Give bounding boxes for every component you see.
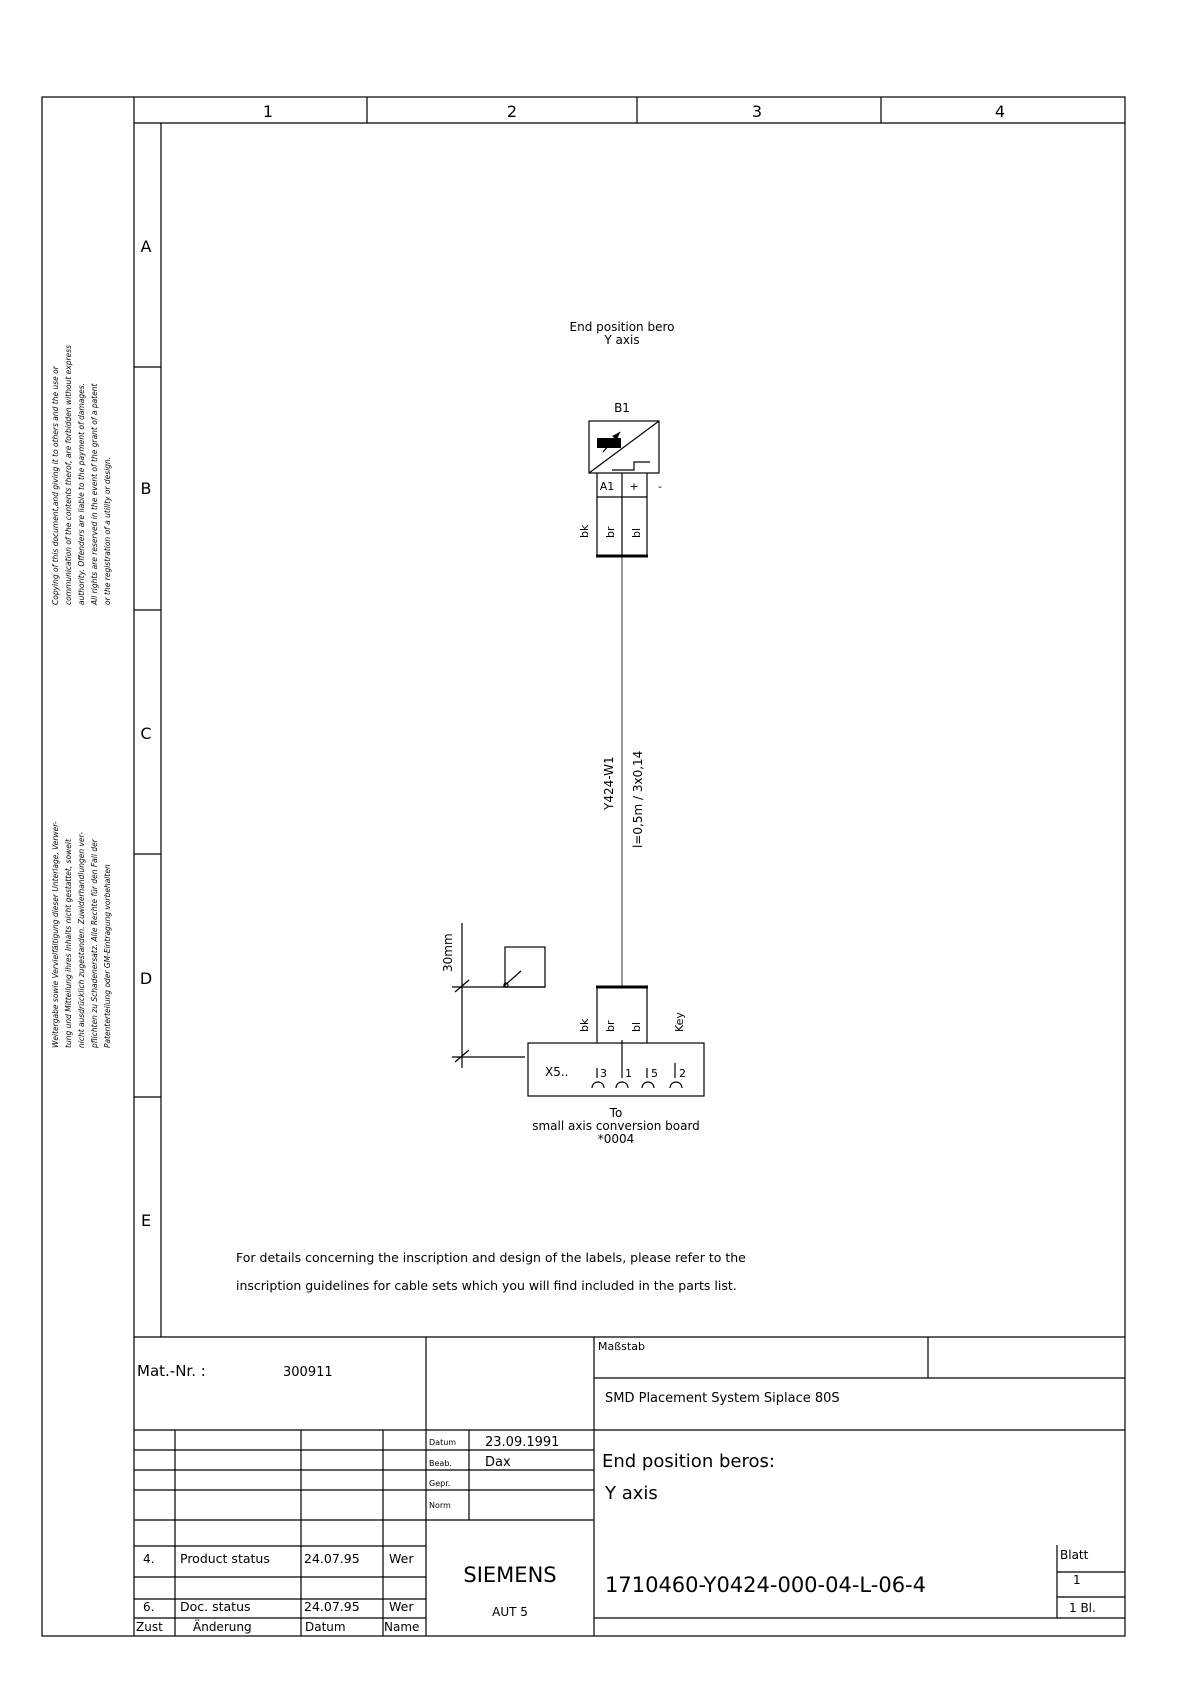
svg-text:authority. Offenders are liabl: authority. Offenders are liable to the payment of damages. xyxy=(77,382,86,605)
company-name: SIEMENS xyxy=(463,1563,557,1587)
cable-id: Y424-W1 xyxy=(602,756,616,810)
material-number-label: Mat.-Nr. : xyxy=(137,1362,206,1380)
drawing-subtitle: Y axis xyxy=(605,1483,658,1504)
column-label-3: 3 xyxy=(751,102,763,121)
beab-label: Beab. xyxy=(429,1459,452,1468)
revision-4-zust: 4. xyxy=(143,1552,155,1566)
svg-text:Copying of this document,and g: Copying of this document,and giving it to others and the use or xyxy=(51,366,60,605)
destination-board: small axis conversion board xyxy=(532,1119,700,1133)
column-label-1: 1 xyxy=(262,102,274,121)
drawing-title: End position beros: xyxy=(602,1451,775,1472)
sheet-number: 1 xyxy=(1073,1573,1081,1587)
revision-6-change: Doc. status xyxy=(180,1599,251,1614)
row-label-b: B xyxy=(140,479,152,498)
department: AUT 5 xyxy=(492,1605,528,1619)
wire-color-br-bottom: br xyxy=(604,1020,617,1032)
diagram-subheading: Y axis xyxy=(604,333,640,347)
material-number-value: 300911 xyxy=(283,1365,333,1380)
pin-label-a1: A1 xyxy=(599,480,615,493)
proximity-sensor-symbol xyxy=(589,421,659,473)
drawing-number: 1710460-Y0424-000-04-L-06-4 xyxy=(605,1573,926,1597)
revision-4-name: Wer xyxy=(389,1551,414,1566)
destination-label: To xyxy=(609,1106,623,1120)
pin-label-plus: + xyxy=(629,480,639,493)
revision-4-change: Product status xyxy=(180,1551,270,1566)
svg-text:pflichten zu Schadenersatz. Al: pflichten zu Schadenersatz. Alle Rechte für den Fall der xyxy=(90,839,99,1048)
beab-value: Dax xyxy=(485,1455,511,1470)
system-name: SMD Placement System Siplace 80S xyxy=(605,1391,840,1406)
sheet-total: 1 Bl. xyxy=(1069,1601,1096,1615)
pin-label-minus: - xyxy=(658,480,662,493)
svg-text:Weitergabe sowie Vervielfältig: Weitergabe sowie Vervielfältigung dieser Unterlage, Verwer- xyxy=(51,821,60,1048)
sheet-label: Blatt xyxy=(1060,1548,1089,1562)
wire-color-bk-bottom: bk xyxy=(578,1018,591,1032)
header-zust: Zust xyxy=(136,1620,163,1634)
svg-text:All rights are reserved in the: All rights are reserved in the event of the grant of a patent xyxy=(90,383,99,605)
header-name: Name xyxy=(384,1620,420,1634)
svg-text:Patenterteilung oder GM-Eintra: Patenterteilung oder GM-Eintragung vorbehalten xyxy=(103,864,112,1048)
cable-spec: l=0,5m / 3x0,14 xyxy=(631,750,645,848)
header-date: Datum xyxy=(305,1620,346,1634)
svg-text:tung und Mitteilung ihres Inha: tung und Mitteilung ihres Inhalts nicht gestattet, soweit xyxy=(64,839,73,1048)
wire-color-br-top: br xyxy=(604,526,617,538)
svg-text:or the registration of a utili: or the registration of a utility or design. xyxy=(103,456,112,605)
mounting-dimension xyxy=(452,923,545,1068)
diagram-heading: End position bero xyxy=(569,320,675,334)
revision-6-name: Wer xyxy=(389,1599,414,1614)
copyright-english xyxy=(51,345,112,606)
column-label-4: 4 xyxy=(994,102,1006,121)
sensor-label: B1 xyxy=(614,401,630,415)
wire-color-bl-top: bl xyxy=(630,527,643,538)
datum-label: Datum xyxy=(429,1438,457,1447)
svg-text:nicht ausdrücklich zugestanden: nicht ausdrücklich zugestanden. Zuwiderhandlungen ver- xyxy=(77,832,86,1048)
connector-pin-3: 3 xyxy=(600,1067,607,1080)
wire-color-bl-bottom: bl xyxy=(630,1021,643,1032)
connector-pin-1: 1 xyxy=(625,1067,632,1080)
dimension-label: 30mm xyxy=(441,933,455,972)
datum-value: 23.09.1991 xyxy=(485,1435,560,1450)
header-change: Änderung xyxy=(193,1620,252,1634)
row-label-a: A xyxy=(140,237,152,256)
connector-label: X5.. xyxy=(545,1065,569,1079)
column-label-2: 2 xyxy=(506,102,518,121)
copyright-german xyxy=(51,821,112,1049)
norm-label: Norm xyxy=(429,1501,451,1510)
destination-ref: *0004 xyxy=(597,1132,635,1146)
row-label-d: D xyxy=(139,969,153,988)
gepr-label: Gepr. xyxy=(429,1479,451,1488)
connector-pin-2: 2 xyxy=(679,1067,686,1080)
revision-6-date: 24.07.95 xyxy=(304,1599,360,1614)
scale-label: Maßstab xyxy=(598,1340,645,1353)
revision-6-zust: 6. xyxy=(143,1600,155,1614)
revision-4-date: 24.07.95 xyxy=(304,1551,360,1566)
note-line-2: inscription guidelines for cable sets which you will find included in the parts list. xyxy=(236,1278,737,1293)
connector-pin-block xyxy=(528,987,704,1096)
connector-pin-5: 5 xyxy=(651,1067,658,1080)
wire-color-key: Key xyxy=(673,1012,686,1032)
row-label-e: E xyxy=(140,1211,152,1230)
note-line-1: For details concerning the inscription and design of the labels, please refer to the xyxy=(236,1250,746,1265)
row-label-c: C xyxy=(140,724,152,743)
svg-text:communication of the contents: communication of the contents therof, are forbidden without express xyxy=(64,345,73,605)
wire-color-bk-top: bk xyxy=(578,524,591,538)
